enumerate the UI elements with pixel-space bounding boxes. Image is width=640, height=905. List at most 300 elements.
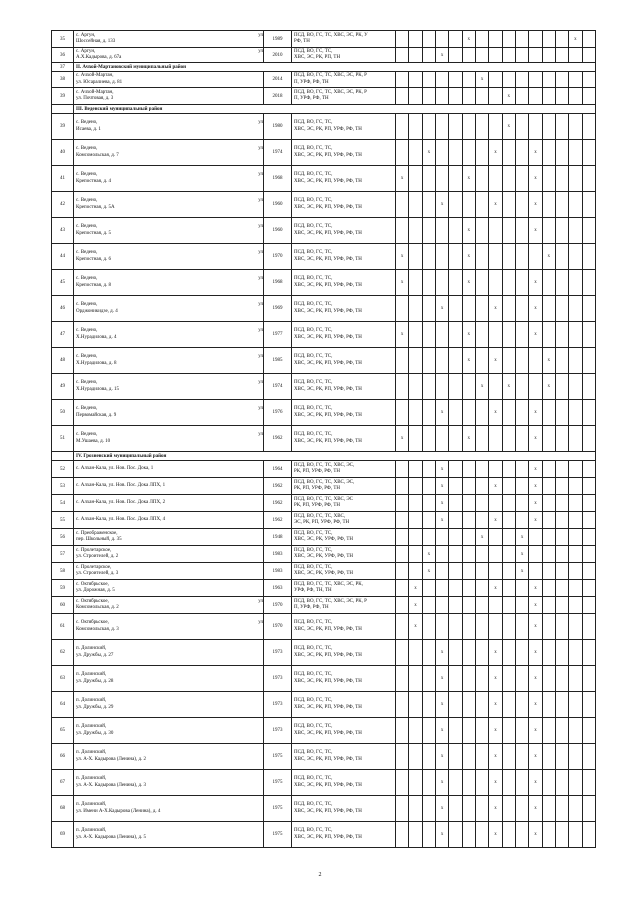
mark-cell	[555, 692, 568, 718]
mark-cell	[582, 114, 595, 140]
mark-cell	[555, 718, 568, 744]
mark-cell	[582, 218, 595, 244]
mark-cell	[409, 48, 422, 63]
mark-cell	[449, 348, 462, 374]
address-street-type: ул	[258, 120, 263, 126]
address-cell	[74, 796, 264, 822]
works-line-2: П, УРФ, РФ, ТН	[294, 605, 329, 610]
mark-cell	[542, 640, 555, 666]
address-place: п. Долинский,	[76, 828, 107, 834]
mark-cell	[422, 478, 435, 495]
mark-cell	[569, 597, 582, 614]
mark-cell	[449, 640, 462, 666]
mark-cell	[489, 822, 502, 848]
mark-cell	[582, 270, 595, 296]
works-line-1: ПСД, ВО, ГС, ТС, ХВС, ЭС,	[294, 479, 355, 485]
mark-cell	[502, 597, 515, 614]
mark-cell	[529, 270, 542, 296]
mark-cell	[435, 88, 448, 105]
mark-x: x	[534, 602, 537, 608]
works-cell	[292, 48, 396, 63]
mark-cell	[396, 374, 409, 400]
mark-cell	[542, 529, 555, 546]
mark-cell	[475, 512, 488, 529]
works-line-1: ПСД, ВО, ГС, ТС,	[294, 776, 333, 782]
mark-cell	[435, 666, 448, 692]
works-cell	[292, 322, 396, 348]
mark-cell	[555, 270, 568, 296]
table-row	[52, 192, 596, 218]
address-place: п. Долинский,	[76, 724, 107, 730]
mark-cell	[502, 744, 515, 770]
mark-cell	[396, 580, 409, 597]
mark-cell	[555, 348, 568, 374]
mark-cell	[569, 512, 582, 529]
address-cell	[74, 48, 264, 63]
mark-cell	[462, 140, 475, 166]
mark-x: x	[534, 624, 537, 629]
mark-cell	[449, 529, 462, 546]
address-street-type: ул	[258, 146, 263, 152]
mark-cell	[462, 48, 475, 63]
mark-cell	[462, 400, 475, 426]
address-place: с. Алхан-Кала, ул. Нов. Пос. Дока ЛПХ, 1	[76, 482, 166, 488]
mark-cell	[449, 563, 462, 580]
mark-cell	[542, 478, 555, 495]
mark-cell	[449, 512, 462, 529]
mark-cell	[409, 546, 422, 563]
mark-cell	[475, 692, 488, 718]
mark-cell	[515, 614, 528, 640]
address-place: с. Ведено,	[76, 328, 98, 334]
works-line-2: ХВС, ЭС, РК, РП, УРФ, РФ, ТН	[294, 756, 362, 762]
works-line-2: ХВС, ЭС, РК, УРФ, РФ, ТН	[294, 554, 354, 559]
mark-cell	[462, 718, 475, 744]
table-row	[52, 512, 596, 529]
mark-x: x	[440, 466, 444, 472]
mark-cell	[515, 692, 528, 718]
mark-cell	[515, 114, 528, 140]
table-row	[52, 48, 596, 63]
mark-cell	[529, 744, 542, 770]
address-place: с. Октябрьское,	[76, 598, 109, 604]
mark-cell	[529, 512, 542, 529]
mark-cell	[555, 166, 568, 192]
mark-cell	[489, 72, 502, 88]
address-cell	[74, 614, 264, 640]
year-cell: 1977	[264, 322, 292, 348]
address-line-2: М.Ушаева, д. 10	[76, 438, 111, 444]
works-line-1: ПСД, ВО, ГС, ТС,	[294, 724, 333, 730]
year-cell: 1980	[264, 114, 292, 140]
works-line-1: ПСД, ВО, ГС, ТС,	[294, 620, 333, 626]
mark-x: x	[440, 780, 444, 785]
mark-x: x	[467, 358, 471, 363]
mark-cell	[529, 244, 542, 270]
year-cell: 1968	[264, 270, 292, 296]
mark-x: x	[534, 280, 537, 285]
mark-x: x	[534, 332, 537, 337]
mark-cell	[435, 770, 448, 796]
mark-cell	[435, 114, 448, 140]
address-place: с. Ведено,	[76, 406, 98, 412]
mark-cell	[462, 114, 475, 140]
mark-cell	[542, 546, 555, 563]
mark-cell	[542, 114, 555, 140]
mark-cell	[502, 770, 515, 796]
works-line-2: ХВС, ЭС, РК, РП, УРФ, РФ, ТН	[294, 204, 362, 210]
mark-cell	[449, 48, 462, 63]
mark-cell	[435, 478, 448, 495]
address-street-type: ул	[258, 328, 263, 334]
mark-cell	[449, 580, 462, 597]
mark-x: x	[400, 254, 404, 259]
year-cell: 1968	[264, 166, 292, 192]
mark-x: x	[494, 754, 497, 759]
works-line-2: ХВС, ЭС, РК, РП, УРФ, РФ, ТН	[294, 386, 362, 392]
mark-cell	[462, 88, 475, 105]
mark-cell	[529, 529, 542, 546]
mark-cell	[529, 563, 542, 580]
mark-x: x	[440, 754, 444, 759]
address-street-type: ул	[258, 302, 263, 308]
mark-x: x	[414, 585, 417, 591]
mark-cell	[409, 114, 422, 140]
works-cell	[292, 270, 396, 296]
mark-cell	[502, 478, 515, 495]
mark-cell	[569, 218, 582, 244]
mark-cell	[409, 640, 422, 666]
address-place: с. Ачхой-Мартан,	[76, 89, 114, 95]
address-place: п. Долинский,	[76, 672, 107, 678]
works-cell	[292, 822, 396, 848]
address-cell	[74, 529, 264, 546]
mark-cell	[475, 218, 488, 244]
address-place: с. Ведено,	[76, 302, 98, 308]
mark-x: x	[440, 650, 444, 655]
address-line-2: А.Х.Кадырова, д. 67а	[76, 55, 122, 60]
mark-cell	[475, 597, 488, 614]
mark-cell	[435, 529, 448, 546]
mark-cell	[475, 166, 488, 192]
mark-cell	[462, 744, 475, 770]
mark-x: x	[467, 436, 471, 441]
mark-cell	[529, 166, 542, 192]
address-line-1	[76, 517, 263, 523]
address-place: с. Аргун,	[76, 48, 96, 54]
mark-cell	[435, 563, 448, 580]
mark-cell	[529, 478, 542, 495]
section-row	[52, 105, 596, 114]
address-place: с. Ведено,	[76, 120, 98, 126]
year-cell: 1962	[264, 512, 292, 529]
mark-cell	[409, 140, 422, 166]
mark-x: x	[400, 280, 404, 285]
mark-cell	[489, 597, 502, 614]
mark-cell	[582, 529, 595, 546]
year-cell: 1962	[264, 495, 292, 512]
works-line-1: ПСД, ВО, ГС, ТС,	[294, 354, 333, 360]
mark-cell	[435, 374, 448, 400]
mark-cell	[409, 692, 422, 718]
mark-cell	[515, 822, 528, 848]
works-line-1: ПСД, ВО, ГС, ТС, ХВС,	[294, 513, 346, 519]
registry-table	[51, 30, 596, 848]
mark-cell	[555, 770, 568, 796]
mark-x: x	[400, 332, 404, 337]
mark-x: x	[534, 517, 537, 523]
mark-cell	[582, 563, 595, 580]
mark-cell	[529, 48, 542, 63]
works-line-2: ХВС, ЭС, РК, УРФ, РФ, ТН	[294, 571, 354, 576]
mark-cell	[462, 640, 475, 666]
mark-cell	[396, 72, 409, 88]
mark-x: x	[494, 483, 497, 489]
address-line-2: Х.Нурадилова, д. 15	[76, 386, 119, 392]
address-place: с. Октябрьское,	[76, 581, 109, 587]
mark-x: x	[440, 702, 444, 707]
mark-cell	[475, 666, 488, 692]
mark-cell	[409, 718, 422, 744]
mark-cell	[396, 48, 409, 63]
mark-cell	[489, 614, 502, 640]
works-line-1: ПСД, ВО, ГС, ТС,	[294, 146, 333, 152]
mark-cell	[396, 270, 409, 296]
table-row	[52, 296, 596, 322]
mark-cell	[502, 296, 515, 322]
mark-cell	[475, 478, 488, 495]
mark-cell	[542, 218, 555, 244]
address-line-2: Х.Нурадилова, д. 8	[76, 360, 117, 366]
mark-cell	[515, 597, 528, 614]
mark-cell	[515, 400, 528, 426]
mark-cell	[542, 31, 555, 48]
mark-cell	[409, 580, 422, 597]
table-row	[52, 426, 596, 452]
mark-cell	[422, 114, 435, 140]
mark-cell	[409, 374, 422, 400]
mark-cell	[569, 88, 582, 105]
works-cell	[292, 348, 396, 374]
mark-x: x	[440, 52, 444, 58]
mark-cell	[502, 166, 515, 192]
row-number: 66	[52, 744, 74, 770]
works-line-2: УРФ, РФ, ТН, ТН	[294, 588, 332, 593]
mark-cell	[475, 426, 488, 452]
address-line-2: ул. Дорожная, д. 5	[76, 588, 115, 593]
year-cell: 1970	[264, 244, 292, 270]
mark-cell	[582, 31, 595, 48]
mark-cell	[542, 718, 555, 744]
mark-cell	[422, 322, 435, 348]
mark-x: x	[494, 517, 497, 523]
mark-cell	[542, 426, 555, 452]
mark-x: x	[467, 36, 471, 42]
mark-x: x	[494, 306, 497, 311]
mark-cell	[542, 140, 555, 166]
table-row	[52, 31, 596, 48]
mark-cell	[555, 114, 568, 140]
mark-cell	[569, 770, 582, 796]
works-line-2: ХВС, ЭС, РК, РП, УРФ, РФ, ТН	[294, 308, 362, 314]
mark-cell	[542, 166, 555, 192]
mark-cell	[422, 822, 435, 848]
mark-cell	[489, 563, 502, 580]
mark-cell	[409, 348, 422, 374]
mark-cell	[555, 563, 568, 580]
mark-cell	[569, 744, 582, 770]
mark-x: x	[534, 500, 537, 506]
address-place: п. Долинский,	[76, 646, 107, 652]
mark-cell	[409, 166, 422, 192]
mark-cell	[422, 563, 435, 580]
mark-cell	[569, 529, 582, 546]
mark-cell	[422, 744, 435, 770]
mark-cell	[529, 822, 542, 848]
works-line-1: ПСД, ВО, ГС, ТС,	[294, 406, 333, 412]
mark-cell	[409, 400, 422, 426]
mark-cell	[409, 88, 422, 105]
mark-cell	[475, 140, 488, 166]
works-line-2: ХВС, ЭС, РК, РП, УРФ, РФ, ТН	[294, 178, 362, 184]
mark-cell	[396, 166, 409, 192]
mark-cell	[449, 495, 462, 512]
address-line-2: Крепостная, д. 4	[76, 178, 111, 184]
mark-cell	[462, 495, 475, 512]
mark-cell	[449, 614, 462, 640]
mark-cell	[449, 88, 462, 105]
mark-cell	[435, 322, 448, 348]
mark-cell	[569, 348, 582, 374]
works-line-1: ПСД, ВО, ГС, ТС,	[294, 547, 333, 553]
mark-cell	[555, 72, 568, 88]
mark-x: x	[534, 202, 537, 207]
mark-cell	[515, 563, 528, 580]
mark-cell	[396, 322, 409, 348]
mark-x: x	[534, 754, 537, 759]
mark-cell	[529, 495, 542, 512]
mark-cell	[475, 348, 488, 374]
works-line-2: ХВС, ЭС, РК, РП, УРФ, РФ, ТН	[294, 412, 362, 418]
mark-cell	[569, 822, 582, 848]
mark-cell	[435, 597, 448, 614]
address-place: с. Ачхой-Мартан,	[76, 73, 114, 79]
address-place: с. Алхан-Кала, ул. Нов. Пос. Дока, 1	[76, 465, 154, 471]
address-cell	[74, 640, 264, 666]
mark-cell	[462, 666, 475, 692]
mark-cell	[462, 692, 475, 718]
mark-cell	[555, 580, 568, 597]
table-row	[52, 270, 596, 296]
mark-cell	[569, 374, 582, 400]
mark-cell	[489, 296, 502, 322]
mark-cell	[542, 614, 555, 640]
mark-cell	[422, 140, 435, 166]
mark-cell	[489, 692, 502, 718]
works-line-2: ЭС, РК, РП, УРФ, РФ, ТН	[294, 520, 350, 525]
mark-cell	[489, 114, 502, 140]
mark-cell	[409, 495, 422, 512]
works-line-1: ПСД, ВО, ГС, ТС, ХВС, ЭС, РК, Р	[294, 73, 367, 79]
year-cell: 1969	[264, 296, 292, 322]
mark-cell	[409, 822, 422, 848]
mark-cell	[582, 374, 595, 400]
table-row	[52, 692, 596, 718]
works-line-2: ХВС, ЭС, РК, РП, УРФ, РФ, ТН	[294, 626, 362, 632]
mark-cell	[422, 461, 435, 478]
mark-cell	[542, 192, 555, 218]
mark-cell	[422, 296, 435, 322]
address-line-2: ул. Имени А-Х.Кадырова (Ленина), д. 4	[76, 808, 161, 814]
mark-x: x	[534, 483, 537, 489]
address-place: с. Ведено,	[76, 276, 98, 282]
works-line-2: П, УРФ, РФ, ТН	[294, 96, 329, 101]
works-line-2: ХВС, ЭС, РК, РП, УРФ, РФ, ТН	[294, 704, 362, 710]
table-row	[52, 114, 596, 140]
mark-cell	[515, 770, 528, 796]
mark-cell	[515, 546, 528, 563]
mark-x: x	[440, 676, 444, 681]
mark-cell	[409, 31, 422, 48]
row-number: 59	[52, 580, 74, 597]
address-line-2: Комсомольская, д. 3	[76, 626, 119, 632]
works-cell	[292, 192, 396, 218]
mark-cell	[409, 270, 422, 296]
address-place: с. Ведено,	[76, 432, 98, 438]
works-cell	[292, 692, 396, 718]
mark-cell	[449, 72, 462, 88]
mark-x: x	[547, 254, 551, 259]
mark-cell	[529, 31, 542, 48]
mark-cell	[489, 322, 502, 348]
mark-cell	[529, 597, 542, 614]
mark-cell	[569, 244, 582, 270]
address-cell	[74, 770, 264, 796]
row-number: 67	[52, 770, 74, 796]
row-number: 46	[52, 296, 74, 322]
mark-cell	[582, 495, 595, 512]
address-place: с. Октябрьское,	[76, 620, 109, 626]
address-place: с. Пролетарское,	[76, 547, 112, 553]
address-line-2: Шоссейная, д. 133	[76, 39, 116, 44]
mark-cell	[542, 348, 555, 374]
mark-cell	[529, 614, 542, 640]
address-street-type: ул	[258, 198, 263, 204]
mark-cell	[462, 72, 475, 88]
year-cell: 1973	[264, 640, 292, 666]
mark-cell	[502, 400, 515, 426]
address-line-2: ул. А-Х. Кадырова (Ленина), д. 3	[76, 782, 147, 788]
mark-x: x	[467, 176, 471, 181]
mark-cell	[529, 88, 542, 105]
row-number: 40	[52, 140, 74, 166]
mark-cell	[489, 244, 502, 270]
mark-x: x	[440, 806, 444, 811]
mark-cell	[502, 270, 515, 296]
mark-cell	[555, 512, 568, 529]
mark-cell	[489, 140, 502, 166]
mark-cell	[435, 692, 448, 718]
address-cell	[74, 580, 264, 597]
works-cell	[292, 426, 396, 452]
mark-cell	[529, 692, 542, 718]
mark-cell	[542, 822, 555, 848]
mark-cell	[435, 348, 448, 374]
mark-cell	[542, 495, 555, 512]
mark-cell	[396, 744, 409, 770]
address-line-1	[76, 483, 263, 489]
mark-cell	[396, 512, 409, 529]
